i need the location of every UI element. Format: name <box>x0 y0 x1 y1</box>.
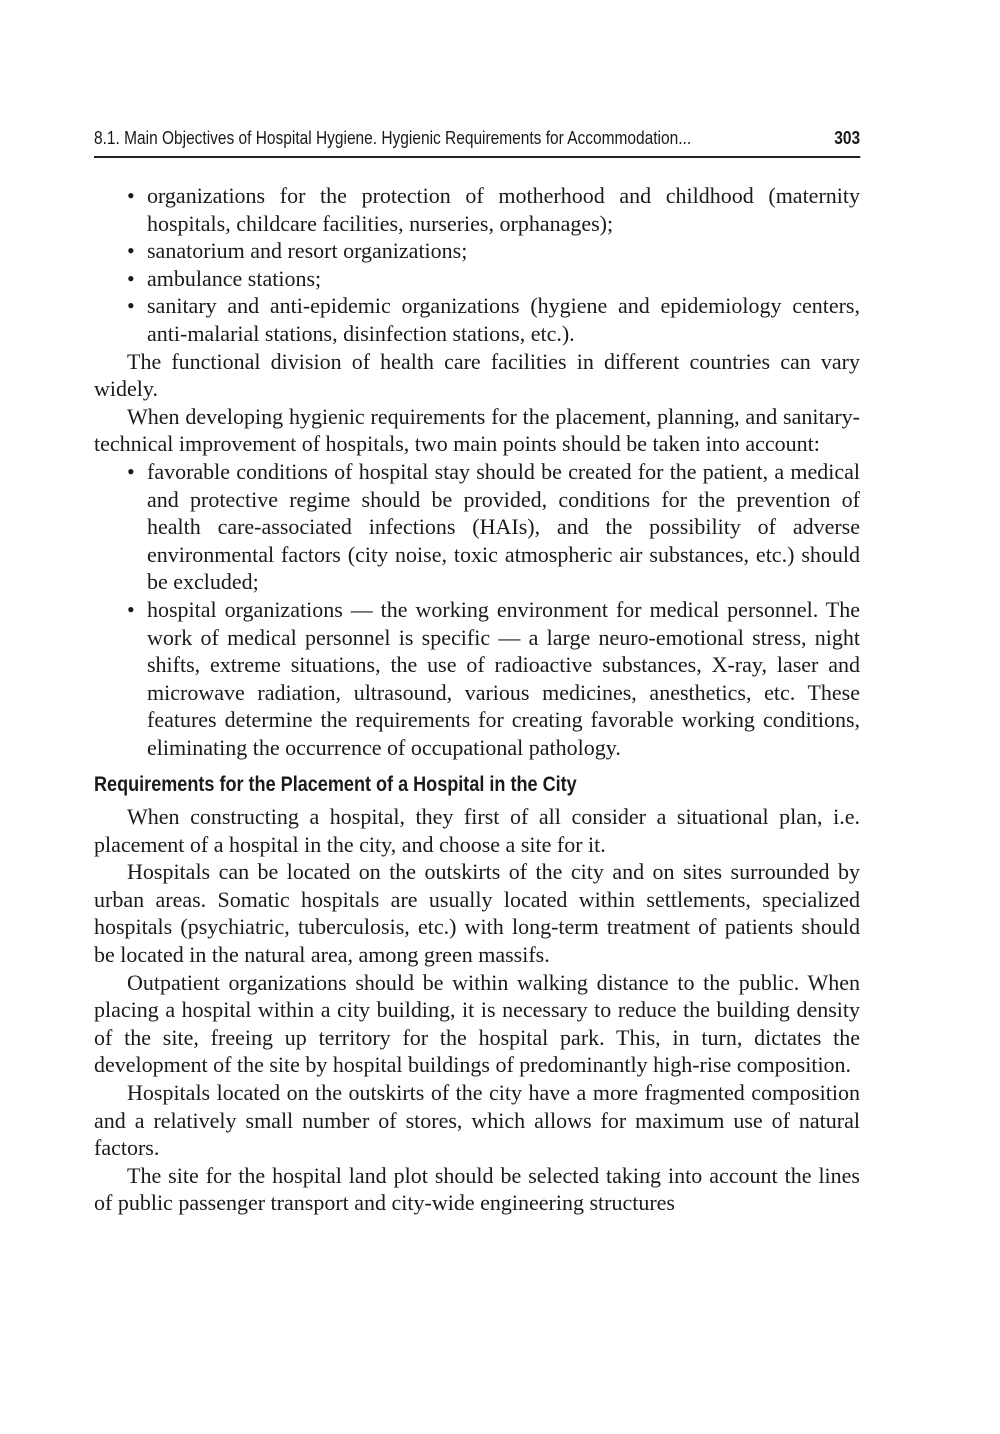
list-item: • hospital organizations — the working environment for medical personnel. The work of medical personnel is specific — a large neuro-emotional stress, night shifts, extreme situations, the use of radioactive substances, X-ray, laser and microwave radiation, ultrasound, various medicines, anesthetics, etc. These features determine the requirements for creating favorable working conditions, eliminating the occurrence of occupational pathology. <box>147 596 860 762</box>
list-item: • favorable conditions of hospital stay should be created for the patient, a medical and protective regime should be provided, conditions for the prevention of health care-associated infections (HAIs), and the possibility of adverse environmental factors (city noise, toxic atmospheric air substances, etc.) should be excluded; <box>147 458 860 596</box>
facility-list <box>94 182 860 348</box>
list-item: • sanitary and anti-epidemic organizations (hygiene and epidemiology centers, anti-malarial stations, disinfection stations, etc.). <box>147 292 860 347</box>
paragraph: Hospitals located on the outskirts of the city have a more fragmented composition and a relatively small number of stores, which allows for maximum use of natural factors. <box>94 1080 860 1161</box>
paragraph: Outpatient organizations should be within walking distance to the public. When placing a hospital within a city building, it is necessary to reduce the building density of the site, freeing up territory for the hospital park. This, in turn, dictates the development of the site by hospital buildings of predominantly high-rise composition. <box>94 969 860 1078</box>
requirements-list <box>94 458 860 762</box>
body-text <box>94 182 860 1217</box>
paragraph: When developing hygienic requirements for the placement, planning, and sanitary-technical improvement of hospitals, two main points should be taken into account: <box>94 403 860 457</box>
paragraph: When constructing a hospital, they first of all consider a situational plan, i.e. placement of a hospital in the city, and choose a site for it. <box>94 804 860 857</box>
list-item: • organizations for the protection of motherhood and childhood (maternity hospitals, childcare facilities, nurseries, orphanages); <box>147 182 860 237</box>
section-heading: Requirements for the Placement of a Hospital in the City <box>94 773 577 797</box>
list-item: • ambulance stations; <box>147 265 860 293</box>
list-item: • sanatorium and resort organizations; <box>147 237 860 265</box>
paragraph: The functional division of health care facilities in different countries can vary widely. <box>94 348 860 402</box>
page <box>94 128 860 1217</box>
paragraph: The site for the hospital land plot should be selected taking into account the lines of public passenger transport and city-wide engineering structures <box>94 1162 860 1216</box>
paragraph: Hospitals can be located on the outskirts of the city and on sites surrounded by urban areas. Somatic hospitals are usually located within settlements, specialized hospitals (psychiatric, tuberculosis, etc.) with long-term treatment of patients should be located in the natural area, among green massifs. <box>94 859 860 968</box>
page-number: 303 <box>834 128 861 148</box>
running-title: 8.1. Main Objectives of Hospital Hygiene. Hygienic Requirements for Accommodation... <box>94 128 692 148</box>
running-header <box>94 128 860 158</box>
